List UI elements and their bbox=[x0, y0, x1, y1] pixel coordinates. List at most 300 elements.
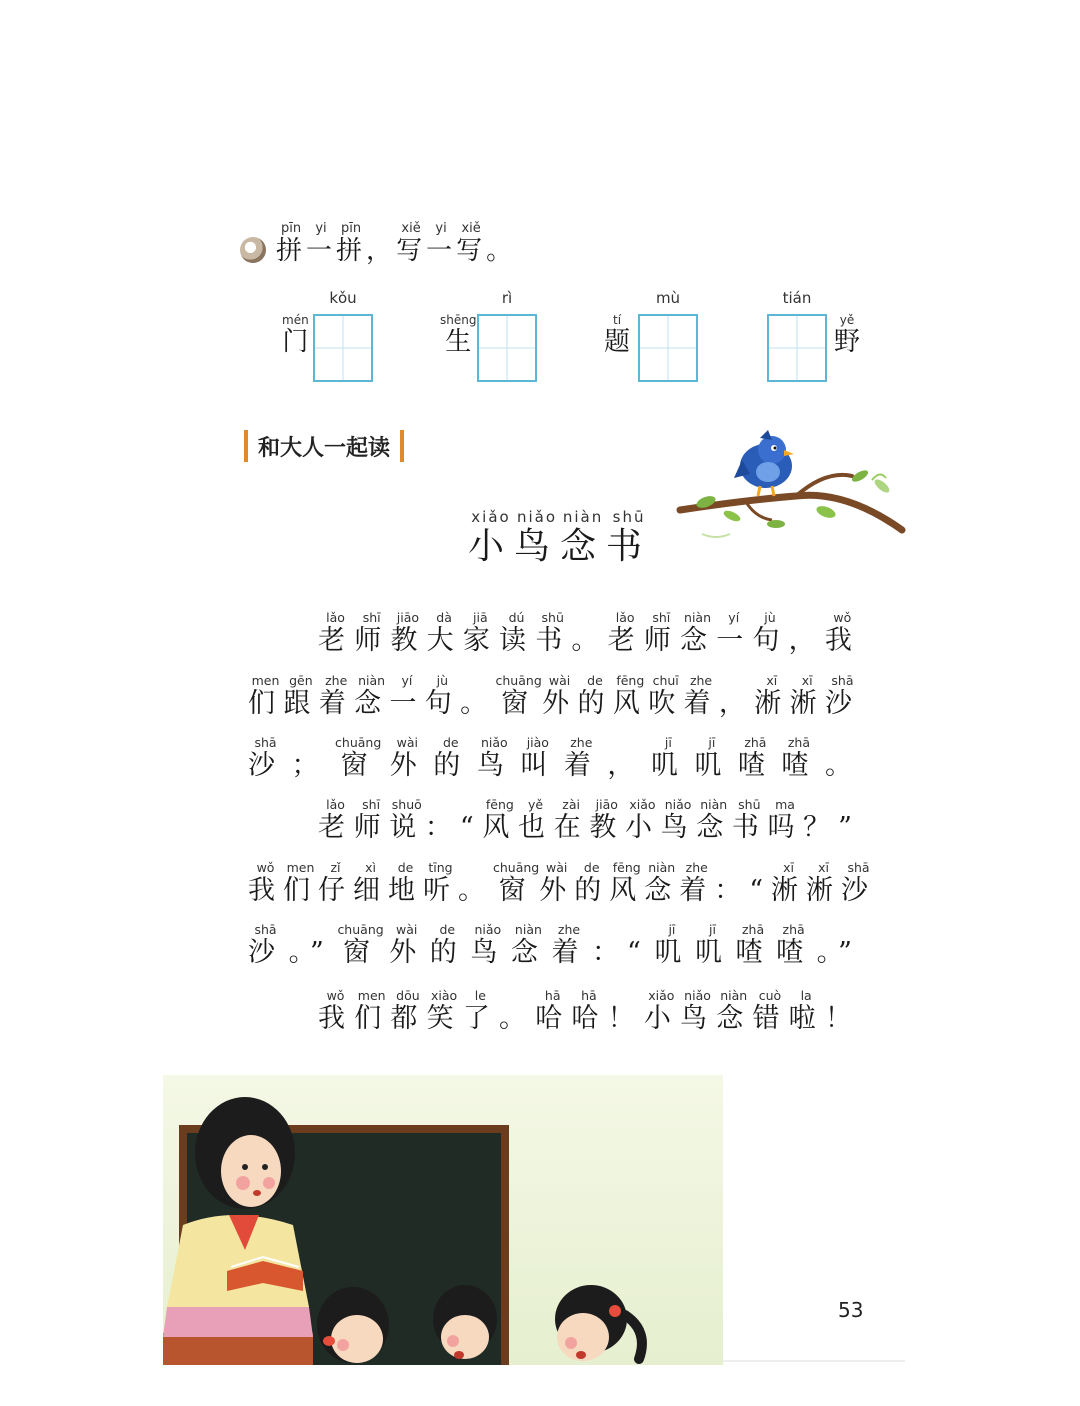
story-char bbox=[390, 737, 425, 779]
story-title-hanzi: 书 bbox=[606, 526, 653, 567]
story-hanzi: 叽 bbox=[654, 937, 690, 968]
exercise-title-char bbox=[276, 221, 307, 266]
story-char bbox=[776, 924, 811, 966]
story-char bbox=[754, 675, 789, 717]
story-hanzi: 着 bbox=[318, 688, 354, 719]
story-pinyin bbox=[425, 797, 482, 812]
story-char bbox=[625, 799, 660, 841]
story-pinyin: dú bbox=[499, 610, 534, 625]
story-hanzi: 淅 bbox=[789, 688, 825, 719]
story-char bbox=[518, 799, 553, 841]
story-pinyin bbox=[499, 988, 534, 1003]
grid-word bbox=[834, 314, 860, 358]
writing-grid-box[interactable] bbox=[313, 314, 373, 382]
story-pinyin: shī bbox=[354, 610, 390, 625]
story-pinyin: men bbox=[283, 860, 318, 875]
classroom-illustration bbox=[163, 1075, 905, 1365]
grid-word bbox=[282, 314, 309, 358]
story-pinyin: shuō bbox=[389, 797, 425, 812]
story-pinyin bbox=[592, 922, 649, 937]
story-hanzi: 哈 bbox=[571, 1003, 607, 1034]
story-char bbox=[609, 862, 644, 904]
story-pinyin: tīng bbox=[423, 860, 458, 875]
story-char bbox=[458, 862, 493, 904]
story-char bbox=[564, 737, 599, 779]
story-pinyin: shā bbox=[248, 735, 283, 750]
story-hanzi: 吗 bbox=[767, 812, 803, 843]
story-pinyin: yí bbox=[716, 610, 752, 625]
story-hanzi: 沙 bbox=[824, 688, 860, 719]
exercise-title-char bbox=[426, 221, 457, 266]
story-hanzi: 淅 bbox=[771, 875, 807, 906]
story-char bbox=[318, 862, 353, 904]
story-hanzi: 教 bbox=[589, 812, 625, 843]
story-title-char bbox=[560, 508, 607, 567]
story-line bbox=[318, 799, 860, 841]
story-char bbox=[520, 737, 555, 779]
story-char bbox=[806, 862, 841, 904]
story-char bbox=[771, 862, 806, 904]
story-char bbox=[354, 799, 389, 841]
story-char bbox=[738, 737, 773, 779]
story-char bbox=[318, 612, 353, 654]
story-hanzi: 鸟 bbox=[680, 1003, 716, 1034]
story-pinyin: wài bbox=[389, 922, 425, 937]
story-line bbox=[318, 612, 860, 654]
story-pinyin: shā bbox=[841, 860, 877, 875]
story-title-pinyin: niǎo bbox=[514, 508, 561, 526]
writing-grid-box[interactable] bbox=[638, 314, 698, 382]
story-hanzi: ， bbox=[788, 625, 824, 656]
story-hanzi: 我 bbox=[824, 625, 860, 656]
exercise-title-hanzi: 写 bbox=[396, 236, 427, 266]
story-hanzi: 的 bbox=[577, 688, 613, 719]
story-hanzi: ， bbox=[718, 688, 754, 719]
story-char bbox=[511, 924, 546, 966]
story-hanzi: 老 bbox=[607, 625, 643, 656]
story-hanzi: 细 bbox=[353, 875, 388, 906]
story-hanzi: 喳 bbox=[776, 937, 812, 968]
story-pinyin: jī bbox=[694, 922, 730, 937]
story-hanzi: ：“ bbox=[424, 812, 482, 843]
story-char bbox=[493, 862, 539, 904]
story-hanzi: 淅 bbox=[806, 875, 842, 906]
exercise-header bbox=[240, 222, 516, 267]
story-char bbox=[714, 862, 771, 904]
story-hanzi: 窗 bbox=[495, 688, 542, 719]
story-pinyin: lǎo bbox=[318, 610, 353, 625]
story-hanzi: 念 bbox=[680, 625, 716, 656]
story-pinyin: dōu bbox=[390, 988, 426, 1003]
story-hanzi: 。 bbox=[571, 625, 607, 656]
story-line bbox=[248, 924, 860, 966]
story-pinyin: xiǎo bbox=[643, 988, 679, 1003]
story-pinyin: xiào bbox=[426, 988, 462, 1003]
story-hanzi: 窗 bbox=[335, 750, 382, 781]
story-hanzi: 书 bbox=[535, 625, 571, 656]
exercise-badge-icon bbox=[240, 237, 266, 263]
story-hanzi: 在 bbox=[553, 812, 589, 843]
story-char bbox=[425, 675, 460, 717]
story-hanzi: 的 bbox=[433, 750, 469, 781]
story-char bbox=[388, 862, 423, 904]
page-number: 53 bbox=[838, 1298, 864, 1322]
story-pinyin: fēng bbox=[612, 673, 648, 688]
story-char bbox=[644, 990, 679, 1032]
grid-word-hanzi: 门 bbox=[282, 327, 309, 357]
writing-grid-box[interactable] bbox=[477, 314, 537, 382]
story-pinyin: chuāng bbox=[493, 860, 540, 875]
story-char bbox=[283, 862, 318, 904]
story-char bbox=[318, 990, 353, 1032]
story-char bbox=[589, 799, 624, 841]
exercise-title-pinyin: xiě bbox=[396, 221, 427, 236]
story-char bbox=[825, 675, 860, 717]
story-title-hanzi: 鸟 bbox=[514, 526, 561, 567]
story-pinyin: hā bbox=[571, 988, 607, 1003]
story-pinyin: fēng bbox=[609, 860, 645, 875]
story-hanzi: ， bbox=[607, 750, 643, 781]
story-pinyin: chuāng bbox=[335, 735, 382, 750]
story-pinyin: zhe bbox=[683, 673, 719, 688]
story-char bbox=[335, 737, 381, 779]
story-pinyin: niǎo bbox=[476, 735, 512, 750]
story-char bbox=[389, 924, 424, 966]
story-pinyin: wài bbox=[539, 860, 575, 875]
story-char bbox=[460, 675, 495, 717]
story-char bbox=[732, 799, 767, 841]
story-pinyin bbox=[825, 735, 860, 750]
story-hanzi: 小 bbox=[643, 1003, 679, 1034]
story-hanzi: 错 bbox=[752, 1003, 788, 1034]
story-char bbox=[477, 737, 512, 779]
story-pinyin: jiāo bbox=[390, 610, 426, 625]
story-char bbox=[608, 990, 643, 1032]
story-title-hanzi: 小 bbox=[468, 526, 515, 567]
story-pinyin: zhā bbox=[737, 735, 773, 750]
story-hanzi: 小 bbox=[624, 812, 660, 843]
grid-word-pinyin: tí bbox=[604, 313, 631, 327]
grid-word-char bbox=[282, 313, 309, 357]
story-char bbox=[680, 612, 715, 654]
story-title-char bbox=[606, 508, 653, 567]
story-char bbox=[427, 990, 462, 1032]
story-hanzi: 。 bbox=[460, 688, 496, 719]
story-pinyin: xī bbox=[771, 860, 807, 875]
story-hanzi: 窗 bbox=[493, 875, 540, 906]
story-char bbox=[463, 990, 498, 1032]
story-pinyin: chuī bbox=[648, 673, 684, 688]
story-hanzi: 念 bbox=[354, 688, 390, 719]
story-char bbox=[825, 737, 860, 779]
exercise-title-hanzi: 拼 bbox=[336, 236, 367, 266]
story-hanzi: 叽 bbox=[650, 750, 686, 781]
story-hanzi: 们 bbox=[248, 688, 283, 719]
story-pinyin bbox=[289, 922, 332, 937]
story-hanzi: 老 bbox=[318, 812, 353, 843]
story-char bbox=[499, 612, 534, 654]
story-title-pinyin: shū bbox=[606, 508, 653, 526]
grid-word-pinyin: shēng bbox=[440, 313, 477, 327]
story-pinyin: xiǎo bbox=[624, 797, 660, 812]
story-pinyin: la bbox=[788, 988, 824, 1003]
story-char bbox=[551, 924, 586, 966]
story-char bbox=[719, 675, 754, 717]
story-char bbox=[752, 612, 787, 654]
story-hanzi: 句 bbox=[752, 625, 788, 656]
story-hanzi: 。” bbox=[288, 937, 332, 968]
story-hanzi: 着 bbox=[683, 688, 719, 719]
story-char bbox=[571, 612, 606, 654]
story-hanzi: 笑 bbox=[426, 1003, 462, 1034]
story-char bbox=[752, 990, 787, 1032]
story-hanzi: 啦 bbox=[788, 1003, 824, 1034]
story-pinyin: niàn bbox=[716, 988, 752, 1003]
story-pinyin: xì bbox=[353, 860, 388, 875]
story-hanzi: 外 bbox=[539, 875, 575, 906]
story-char bbox=[696, 799, 731, 841]
story-pinyin: shū bbox=[731, 797, 767, 812]
grid-word-char bbox=[834, 313, 861, 357]
story-char bbox=[470, 924, 505, 966]
story-pinyin: men bbox=[248, 673, 283, 688]
story-char bbox=[644, 612, 679, 654]
story-char bbox=[496, 675, 542, 717]
story-char bbox=[679, 862, 714, 904]
story-pinyin: hā bbox=[535, 988, 571, 1003]
story-char bbox=[684, 675, 719, 717]
story-char bbox=[841, 862, 876, 904]
exercise-title-hanzi: 一 bbox=[426, 236, 457, 266]
story-hanzi: 。” bbox=[816, 937, 860, 968]
story-char bbox=[789, 990, 824, 1032]
story-pinyin: niǎo bbox=[470, 922, 506, 937]
story-hanzi: 鸟 bbox=[470, 937, 506, 968]
story-hanzi: 的 bbox=[574, 875, 610, 906]
story-title-char bbox=[468, 508, 515, 567]
story-title-pinyin: xiǎo bbox=[468, 508, 515, 526]
story-pinyin: le bbox=[462, 988, 498, 1003]
story-hanzi: ！ bbox=[824, 1003, 860, 1034]
story-pinyin bbox=[460, 673, 495, 688]
exercise-title bbox=[276, 222, 516, 267]
story-pinyin: lǎo bbox=[607, 610, 643, 625]
story-pinyin bbox=[571, 610, 606, 625]
story-pinyin: lǎo bbox=[318, 797, 353, 812]
story-hanzi: 了 bbox=[462, 1003, 498, 1034]
story-hanzi: 。 bbox=[499, 1003, 535, 1034]
story-char bbox=[661, 799, 696, 841]
story-char bbox=[319, 675, 354, 717]
story-hanzi: 师 bbox=[353, 812, 389, 843]
story-hanzi: 一 bbox=[716, 625, 752, 656]
story-hanzi: 着 bbox=[679, 875, 715, 906]
story-pinyin: zhe bbox=[318, 673, 354, 688]
story-pinyin bbox=[825, 988, 860, 1003]
story-hanzi: 哈 bbox=[535, 1003, 571, 1034]
story-hanzi: 跟 bbox=[283, 688, 319, 719]
story-hanzi: 的 bbox=[429, 937, 465, 968]
story-char bbox=[592, 924, 649, 966]
story-char bbox=[789, 612, 824, 654]
story-line bbox=[318, 990, 860, 1032]
story-char bbox=[542, 675, 577, 717]
story-char bbox=[825, 612, 860, 654]
exercise-title-char bbox=[306, 221, 337, 266]
story-char bbox=[389, 675, 424, 717]
story-hanzi: 家 bbox=[462, 625, 498, 656]
exercise-title-pinyin: pīn bbox=[276, 221, 307, 236]
story-hanzi: 教 bbox=[390, 625, 426, 656]
story-pinyin: zài bbox=[553, 797, 589, 812]
story-char bbox=[574, 862, 609, 904]
story-line bbox=[248, 675, 860, 717]
story-hanzi: 读 bbox=[499, 625, 535, 656]
exercise-title-pinyin: xiě bbox=[456, 221, 487, 236]
story-hanzi: 地 bbox=[388, 875, 423, 906]
story-hanzi: 喳 bbox=[737, 750, 773, 781]
story-char bbox=[539, 862, 574, 904]
section-bar-right bbox=[400, 430, 404, 462]
story-pinyin: de bbox=[577, 673, 613, 688]
story-hanzi: 沙 bbox=[841, 875, 877, 906]
story-char bbox=[694, 737, 729, 779]
story-hanzi: 一 bbox=[389, 688, 425, 719]
story-char bbox=[430, 924, 465, 966]
story-char bbox=[781, 737, 816, 779]
story-pinyin: wǒ bbox=[824, 610, 860, 625]
story-char bbox=[644, 862, 679, 904]
grid-word-char bbox=[604, 313, 631, 357]
grid-pinyin: kǒu bbox=[329, 289, 357, 307]
story-pinyin: jī bbox=[694, 735, 730, 750]
story-char bbox=[390, 612, 425, 654]
story-pinyin: niǎo bbox=[680, 988, 716, 1003]
story-hanzi: 师 bbox=[643, 625, 679, 656]
story-title-char bbox=[514, 508, 561, 567]
story-title-pinyin: niàn bbox=[560, 508, 607, 526]
story-pinyin: shī bbox=[353, 797, 389, 812]
story-pinyin: zhā bbox=[735, 922, 771, 937]
exercise-title-char bbox=[336, 221, 367, 266]
story-hanzi: 仔 bbox=[318, 875, 353, 906]
exercise-title-char bbox=[486, 236, 516, 266]
story-pinyin: wài bbox=[389, 735, 425, 750]
exercise-title-pinyin: yi bbox=[306, 221, 337, 236]
exercise-title-pinyin: pīn bbox=[336, 221, 367, 236]
story-pinyin: niàn bbox=[644, 860, 680, 875]
story-pinyin bbox=[607, 735, 642, 750]
story-pinyin: ma bbox=[767, 797, 803, 812]
story-hanzi: 们 bbox=[354, 1003, 390, 1034]
story-hanzi: 淅 bbox=[754, 688, 790, 719]
exercise-title-hanzi: 。 bbox=[486, 236, 517, 266]
story-pinyin bbox=[803, 797, 860, 812]
story-hanzi: 大 bbox=[426, 625, 462, 656]
story-hanzi: 窗 bbox=[337, 937, 384, 968]
story-hanzi: 风 bbox=[609, 875, 645, 906]
story-hanzi: 也 bbox=[518, 812, 554, 843]
story-hanzi: 句 bbox=[424, 688, 460, 719]
story-pinyin: fēng bbox=[482, 797, 518, 812]
story-pinyin: shū bbox=[535, 610, 571, 625]
story-hanzi: 说 bbox=[389, 812, 425, 843]
story-title bbox=[468, 510, 652, 569]
story-char bbox=[607, 737, 642, 779]
story-char bbox=[716, 990, 751, 1032]
story-hanzi: 叽 bbox=[694, 937, 730, 968]
story-hanzi: 师 bbox=[354, 625, 390, 656]
grid-pinyin: mù bbox=[655, 289, 681, 307]
story-char bbox=[499, 990, 534, 1032]
story-pinyin bbox=[817, 922, 860, 937]
story-pinyin: niàn bbox=[696, 797, 732, 812]
story-hanzi: 着 bbox=[551, 937, 587, 968]
story-pinyin: jī bbox=[654, 922, 690, 937]
exercise-title-hanzi: 一 bbox=[306, 236, 337, 266]
exercise-title-char bbox=[456, 221, 487, 266]
story-pinyin: jù bbox=[752, 610, 788, 625]
story-hanzi: ：“ bbox=[714, 875, 772, 906]
story-char bbox=[571, 990, 606, 1032]
story-hanzi: ； bbox=[291, 750, 327, 781]
story-hanzi: 听 bbox=[423, 875, 458, 906]
story-pinyin bbox=[714, 860, 771, 875]
story-char bbox=[790, 675, 825, 717]
story-char bbox=[535, 990, 570, 1032]
story-char bbox=[353, 862, 388, 904]
grid-word-hanzi: 生 bbox=[440, 327, 477, 357]
story-char bbox=[354, 612, 389, 654]
story-pinyin: wài bbox=[542, 673, 578, 688]
story-pinyin: zǐ bbox=[318, 860, 353, 875]
story-pinyin: jiào bbox=[520, 735, 556, 750]
story-char bbox=[608, 612, 643, 654]
story-pinyin: yě bbox=[518, 797, 554, 812]
story-pinyin bbox=[608, 988, 643, 1003]
story-pinyin: wǒ bbox=[248, 860, 283, 875]
grid-pinyin: rì bbox=[501, 289, 513, 307]
section-tag bbox=[244, 430, 404, 462]
story-pinyin: jù bbox=[424, 673, 460, 688]
story-char bbox=[651, 737, 686, 779]
story-char bbox=[423, 862, 458, 904]
story-char bbox=[736, 924, 771, 966]
exercise-title-char bbox=[396, 221, 427, 266]
story-char bbox=[825, 990, 860, 1032]
story-hanzi: 老 bbox=[318, 625, 353, 656]
story-char bbox=[817, 924, 860, 966]
story-pinyin: de bbox=[429, 922, 465, 937]
story-char bbox=[425, 799, 482, 841]
exercise-title-pinyin bbox=[486, 221, 516, 236]
story-hanzi: 外 bbox=[542, 688, 578, 719]
story-char bbox=[680, 990, 715, 1032]
exercise-title-hanzi: 写 bbox=[456, 236, 487, 266]
story-hanzi: 沙 bbox=[248, 750, 283, 781]
story-char bbox=[248, 737, 283, 779]
story-hanzi: 书 bbox=[731, 812, 767, 843]
story-char bbox=[318, 799, 353, 841]
grid-word bbox=[440, 314, 476, 358]
writing-grid-box[interactable] bbox=[767, 314, 827, 382]
story-pinyin: zhe bbox=[563, 735, 599, 750]
exercise-title-hanzi: 拼 bbox=[276, 236, 307, 266]
story-char bbox=[289, 924, 332, 966]
story-pinyin bbox=[458, 860, 493, 875]
story-char bbox=[716, 612, 751, 654]
story-char bbox=[354, 675, 389, 717]
